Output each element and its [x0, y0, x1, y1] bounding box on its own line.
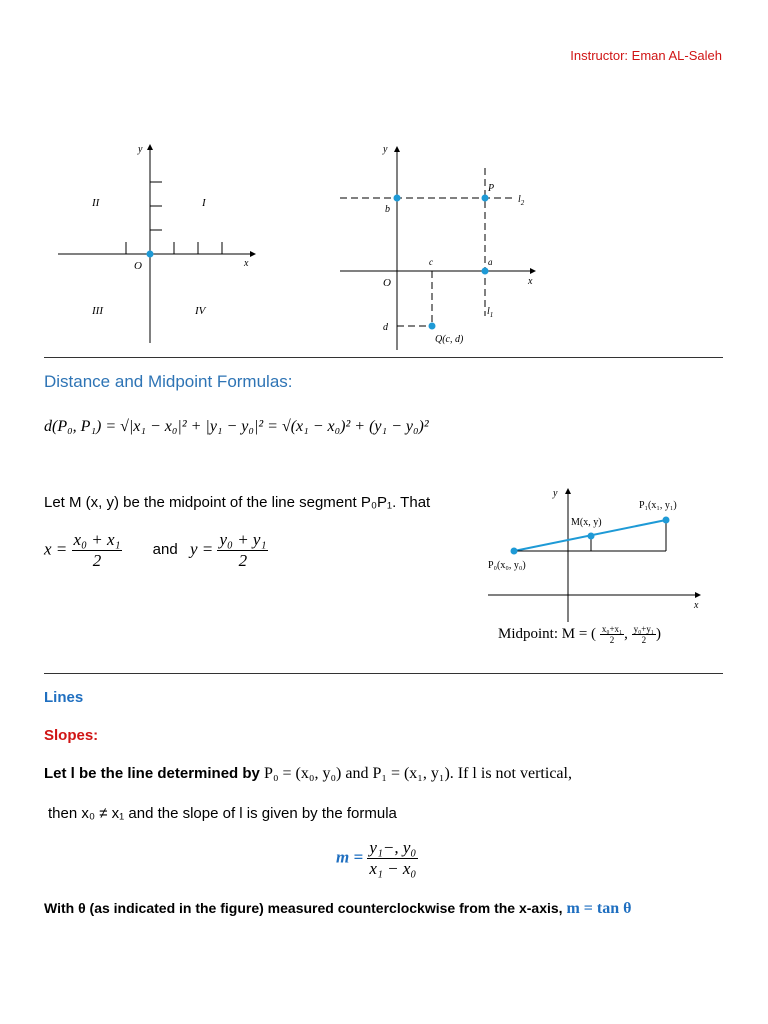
x-fraction — [72, 530, 123, 571]
fig1-origin: O — [134, 260, 142, 272]
slope-definition-line-1 — [44, 765, 572, 783]
midpoint-figure — [485, 484, 715, 624]
label-d: d — [383, 322, 388, 333]
quadrant-3-label: III — [92, 305, 103, 317]
tangent-relation-line — [44, 900, 631, 918]
label-l2: $l_2$ — [518, 194, 525, 207]
fig2-x-label: x — [528, 276, 533, 287]
slope-formula — [336, 838, 418, 879]
divider-1 — [44, 357, 723, 358]
x-numerator: x₀ + x₁ — [73, 530, 121, 549]
slope-numerator: y₁−, y₀ — [369, 838, 417, 857]
label-a: a — [488, 257, 493, 267]
caption-comma: , — [624, 625, 628, 642]
section-heading-distance: Distance and Midpoint Formulas: — [44, 372, 293, 391]
midpoint-coordinate-formulas — [44, 530, 268, 571]
x-lhs: x = — [44, 539, 68, 559]
label-P1: P₁(x₁, y₁) — [639, 500, 677, 511]
quadrant-1-label: I — [202, 197, 206, 209]
caption-num-x: x₀+x₁ — [601, 624, 623, 634]
fig3-y-label: y — [553, 488, 558, 499]
y-denominator: 2 — [238, 551, 248, 570]
caption-den-x: 2 — [609, 635, 615, 645]
caption-num-y: y₀+y₁ — [633, 624, 655, 634]
label-P: P — [488, 183, 495, 194]
fig2-y-label: y — [383, 144, 388, 155]
tangent-formula: m = tan θ — [566, 900, 632, 917]
caption-fraction-y — [632, 624, 656, 645]
fig1-y-label: y — [138, 144, 143, 155]
label-l1: $l_1$ — [487, 306, 494, 319]
label-M: M(x, y) — [571, 517, 602, 528]
slope-denominator: x₁ − x₀ — [369, 859, 417, 878]
label-c: c — [429, 257, 433, 267]
quadrant-figure — [50, 138, 260, 348]
caption-fraction-x — [600, 624, 624, 645]
coordinate-lines-figure — [335, 138, 550, 353]
slopes-heading: Slopes: — [44, 727, 99, 744]
distance-formula: d(P₀, P₁) = √|x₁ − x₀|² + |y₁ − y₀|² = √(x₁ − x₀)² + (y₁ − y₀)² — [44, 418, 429, 435]
and-word: and — [152, 541, 178, 559]
definition-bold-part: Let l be the line determined by — [44, 765, 260, 782]
y-numerator: y₀ + y₁ — [219, 530, 267, 549]
slope-fraction — [367, 838, 418, 879]
label-P0: P₀(x₀, y₀) — [488, 560, 526, 571]
caption-den-y: 2 — [641, 635, 647, 645]
y-lhs: y = — [189, 539, 214, 559]
caption-prefix: Midpoint: M = ( — [498, 625, 597, 642]
label-Q: Q(c, d) — [435, 334, 464, 345]
fig1-x-label: x — [244, 258, 249, 269]
lines-heading: Lines — [44, 689, 84, 706]
instructor-label: Instructor: Eman AL-Saleh — [570, 48, 722, 63]
quadrant-4-label: IV — [195, 305, 206, 317]
y-fraction — [217, 530, 268, 571]
slope-definition-line-2: then x₀ ≠ x₁ and the slope of l is given by the formula — [48, 805, 397, 822]
label-b: b — [385, 204, 390, 215]
fig3-x-label: x — [694, 600, 699, 611]
slope-lhs: m = — [336, 847, 364, 867]
divider-2 — [44, 673, 723, 674]
definition-rest: P₀ = (x₀, y₀) and P₁ = (x₁, y₁). If l is not vertical, — [264, 765, 572, 782]
midpoint-caption — [498, 624, 661, 645]
quadrant-2-label: II — [92, 197, 100, 209]
x-denominator: 2 — [92, 551, 102, 570]
caption-suffix: ) — [656, 625, 662, 642]
midpoint-sentence: Let M (x, y) be the midpoint of the line segment P₀P₁. That — [44, 494, 431, 511]
fig2-origin: O — [383, 277, 391, 289]
tangent-text: With θ (as indicated in the figure) measured counterclockwise from the x-axis, — [44, 900, 563, 916]
